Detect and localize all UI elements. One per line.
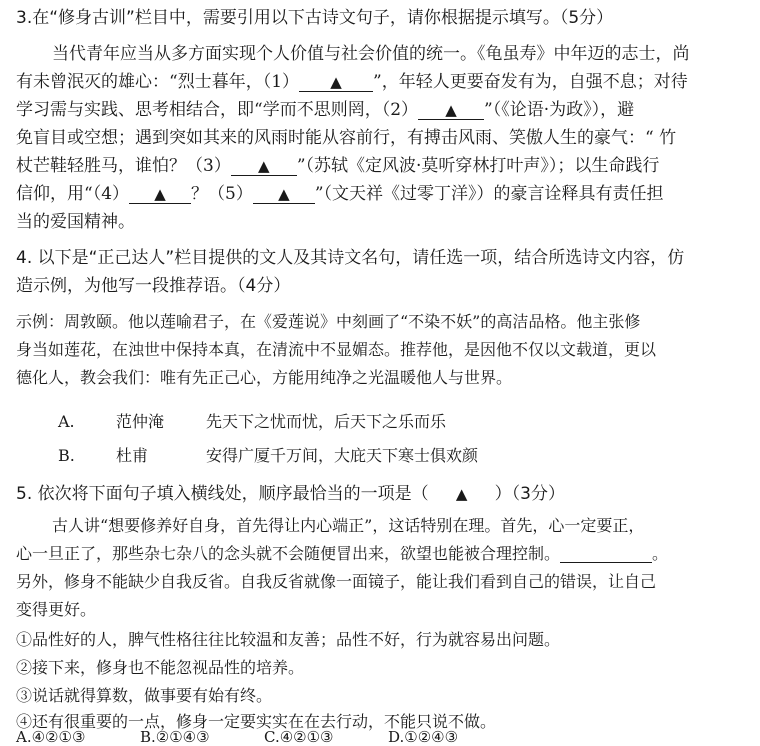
q5-passage-4: 变得更好。 bbox=[16, 600, 97, 619]
q3-line-6c: ”（文天祥《过零丁洋》）的豪言诠释具有责任担 bbox=[314, 184, 664, 204]
q5-sentence-2: ②接下来，修身也不能忽视品性的培养。 bbox=[16, 658, 305, 677]
q4-option-b bbox=[58, 448, 478, 464]
q4-header-2: 造示例，为他写一段推荐语。（4分） bbox=[16, 276, 291, 296]
triangle-icon: ▲ bbox=[330, 73, 342, 91]
q3-line-5 bbox=[16, 158, 659, 176]
q5-passage-3: 另外，修身不能缺少自我反省。自我反省就像一面镜子，能让我们看到自己的错误，让自己 bbox=[16, 572, 657, 591]
q3-blank-2[interactable] bbox=[418, 102, 484, 120]
q5-sentence-3: ③说话就得算数，做事要有始有终。 bbox=[16, 686, 273, 705]
q3-line-4: 免盲目或空想；遇到突如其来的风雨时能从容前行，有搏击风雨、笑傲人生的豪气：“ 竹 bbox=[16, 128, 677, 148]
triangle-icon: ▲ bbox=[154, 185, 166, 203]
q3-line-3a: 学习需与实践、思考相结合，即“学而不思则罔，（2） bbox=[16, 100, 419, 120]
q3-blank-1[interactable] bbox=[299, 74, 373, 92]
q3-line-3b: ”（《论语·为政》），避 bbox=[484, 100, 635, 120]
q5-sentence-1: ①品性好的人，脾气性格往往比较温和友善；品性不好，行为就容易出问题。 bbox=[16, 630, 561, 649]
q4-option-a bbox=[58, 414, 446, 430]
q3-line-6b: ？（5） bbox=[191, 184, 253, 204]
q3-line-6 bbox=[16, 186, 664, 204]
q5-passage-2-end: 。 bbox=[652, 544, 669, 563]
choice-d[interactable]: D.①②④③ bbox=[388, 728, 459, 746]
q3-line-6a: 信仰，用“（4） bbox=[16, 184, 130, 204]
q3-line-5b: ”（苏轼《定风波·莫听穿林打叶声》）；以生命践行 bbox=[296, 156, 660, 176]
q5-passage-1: 古人讲“想要修养好自身，首先得让内心端正”，这话特别在理。首先，心一定要正， bbox=[52, 516, 645, 535]
choice-a[interactable]: A.④②①③ bbox=[16, 728, 86, 746]
triangle-icon: ▲ bbox=[455, 485, 468, 503]
q3-line-5a: 杖芒鞋轻胜马，谁怕？（3） bbox=[16, 156, 231, 176]
option-letter: A. bbox=[58, 412, 75, 431]
q3-blank-3[interactable] bbox=[231, 158, 297, 176]
option-quote: 安得广厦千万间，大庇天下寒士俱欢颜 bbox=[206, 446, 479, 465]
q5-sentence-4: ④还有很重要的一点，修身一定要实实在在去行动，不能只说不做。 bbox=[16, 712, 497, 731]
q5-answer-slot[interactable] bbox=[429, 486, 495, 503]
option-name: 杜甫 bbox=[116, 446, 149, 465]
q3-line-1: 当代青年应当从多方面实现个人价值与社会价值的统一。《龟虽寿》中年迈的志士，尚 bbox=[52, 44, 690, 64]
choice-b[interactable]: B.②①④③ bbox=[140, 728, 210, 746]
q3-line-2a: 有未曾泯灭的雄心：“烈士暮年，（1） bbox=[16, 72, 300, 92]
q4-example-3: 德化人，教会我们：唯有先正己心，方能用纯净之光温暖他人与世界。 bbox=[16, 368, 513, 387]
q3-blank-4[interactable] bbox=[129, 186, 191, 204]
q3-line-2 bbox=[16, 74, 688, 92]
q5-header bbox=[16, 486, 565, 503]
q4-example-1: 示例：周敦颐。他以莲喻君子，在《爱莲说》中刻画了“不染不妖”的高洁品格。他主张修 bbox=[16, 312, 641, 331]
option-letter: B. bbox=[58, 446, 75, 465]
triangle-icon: ▲ bbox=[445, 101, 457, 119]
option-quote: 先天下之忧而忧，后天下之乐而乐 bbox=[206, 412, 447, 431]
q5-header-b: ）（3分） bbox=[494, 484, 565, 504]
choice-c[interactable]: C.④②①③ bbox=[264, 728, 334, 746]
q3-line-3 bbox=[16, 102, 634, 120]
q5-passage-2a: 心一旦正了，那些杂七杂八的念头就不会随便冒出来，欲望也能被合理控制。 bbox=[16, 544, 561, 563]
q5-header-a: 5. 依次将下面句子填入横线处，顺序最恰当的一项是（ bbox=[16, 484, 429, 504]
q4-header-1: 4. 以下是“正己达人”栏目提供的文人及其诗文名句，请任选一项，结合所选诗文内容，仿 bbox=[16, 248, 685, 268]
q3-header: 3.在“修身古训”栏目中，需要引用以下古诗文句子，请你根据提示填写。（5分） bbox=[16, 8, 614, 28]
q5-blank[interactable] bbox=[560, 546, 652, 563]
q3-line-7: 当的爱国精神。 bbox=[16, 212, 135, 232]
q3-line-2b: ”，年轻人更要奋发有为，自强不息；对待 bbox=[373, 72, 688, 92]
q3-blank-5[interactable] bbox=[253, 186, 315, 204]
option-name: 范仲淹 bbox=[116, 412, 165, 431]
triangle-icon: ▲ bbox=[278, 185, 290, 203]
q5-passage-2 bbox=[16, 546, 668, 563]
q4-example-2: 身当如莲花，在浊世中保持本真，在清流中不显媚态。推荐他，是因他不仅以文载道，更以 bbox=[16, 340, 657, 359]
triangle-icon: ▲ bbox=[258, 157, 270, 175]
q5-choices bbox=[16, 730, 512, 745]
